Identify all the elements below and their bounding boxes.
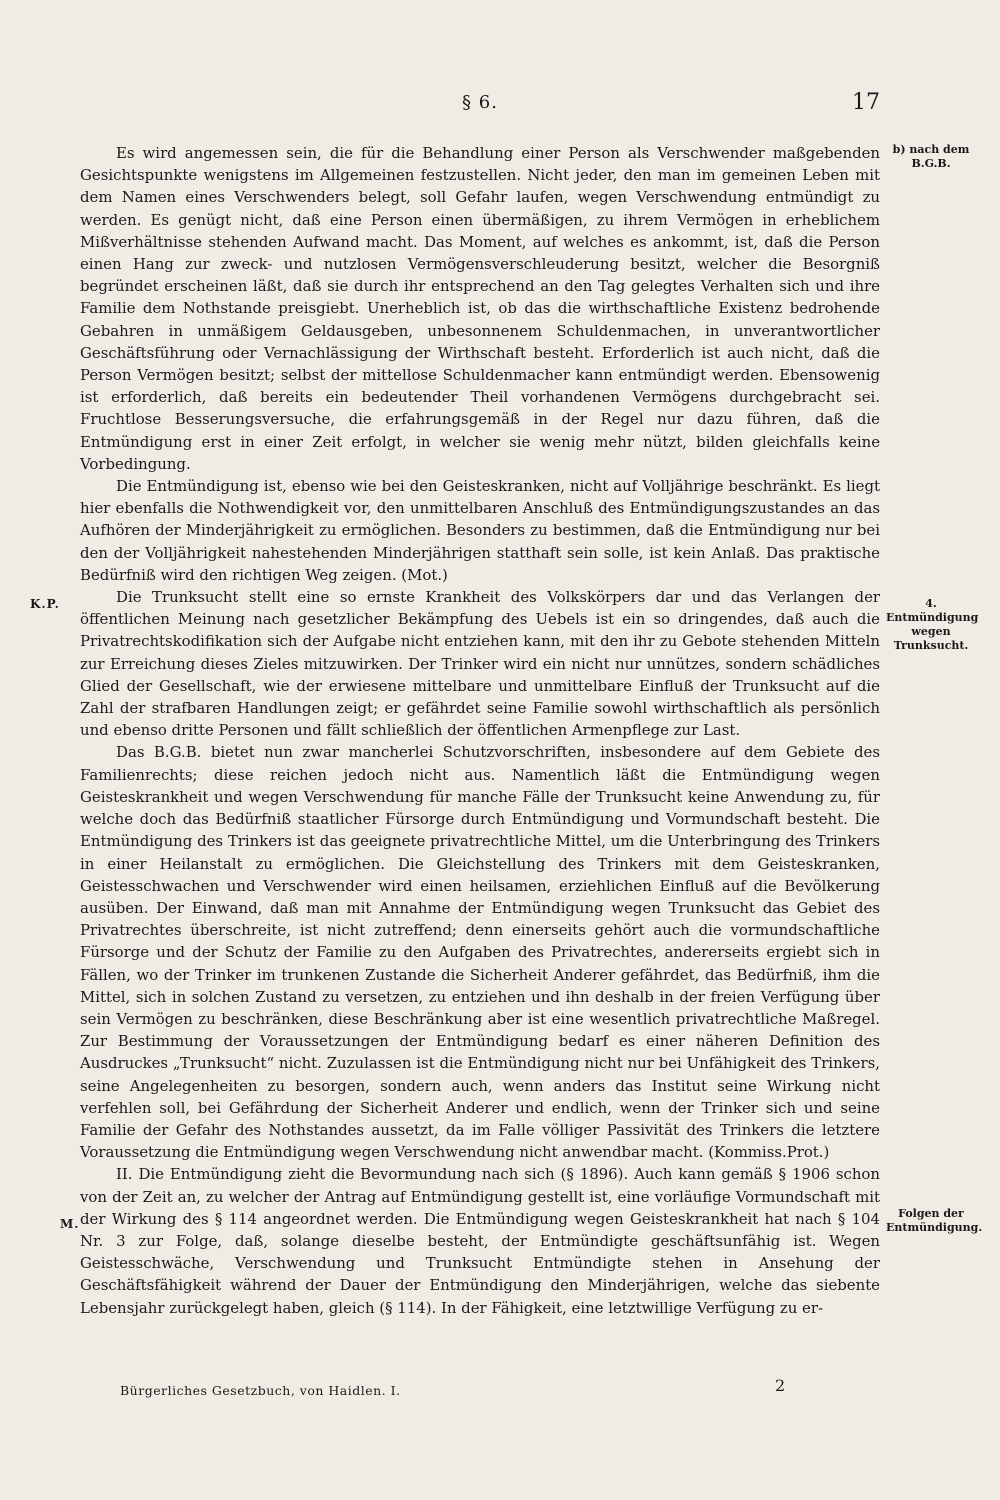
paragraph-folgen: II. Die Entmündigung zieht die Bevormundung nach sich (§ 1896). Auch kann gemäß § 1906 schon von der Zeit an, zu welcher der Antrag auf Entmündigung gestellt ist, eine vorläufige Vormundschaft mit der Wirkung des § 114 angeordnet werden. Die Entmündigung wegen Geisteskrankheit hat nach § 104 Nr. 3 zur Folge, daß, solange dieselbe besteht, der Entmündigte geschäftsunfähig ist. Wegen Geistesschwäche, Verschwendung und Trunksucht Entmündigte stehen in Ansehung der Geschäftsfähigkeit während der Dauer der Entmündigung den Minderjährigen, welche das siebente Lebensjahr zurückgelegt haben, gleich (§ 114). In der Fähigkeit, eine letztwillige Verfügung zu er- xyxy=(80,1165,880,1317)
page-header xyxy=(80,92,880,116)
paragraph-bgb-schutzvorschriften: Das B.G.B. bietet nun zwar mancherlei Schutzvorschriften, insbesondere auf dem Gebiete des Familienrechts; diese reichen jedoch nicht aus. Namentlich läßt die Entmündigung wegen Geisteskrankheit und wegen Verschwendung für manche Fälle der Trunksucht keine Anwendung zu, für welche doch das Bedürfniß staatlicher Fürsorge durch Entmündigung und Vormundschaft besteht. Die Entmündigung des Trinkers ist das geeignete privatrechtliche Mittel, um die Unterbringung des Trinkers in einer Heilanstalt zu ermöglichen. Die Gleichstellung des Trinkers mit dem Geisteskranken, Geistesschwachen und Verschwender wird einen heilsamen, erziehlichen Einfluß auf die Bevölkerung ausüben. Der Einwand, daß man mit Annahme der Entmündigung wegen Trunksucht das Gebiet des Privatrechtes überschreite, ist nicht zutreffend; denn einerseits gehört auch die vormundschaftliche Fürsorge und der Schutz der Familie zu den Aufgaben des Privatrechtes, andererseits ergiebt sich in Fällen, wo der Trinker im trunkenen Zustande die Sicherheit Anderer gefährdet, das Bedürfniß, ihm die Mittel, sich in solchen Zustand zu versetzen, zu entziehen und ihn deshalb in der freien Verfügung über sein Vermögen zu beschränken, diese Beschränkung aber ist eine wesentlich privatrechtliche Maßregel. Zur Bestimmung der Voraussetzungen der Entmündigung bedarf es einer näheren Definition des Ausdruckes „Trunksucht“ nicht. Zuzulassen ist die Entmündigung nicht nur bei Unfähigkeit des Trinkers, seine Angelegenheiten zu besorgen, sondern auch, wenn anders das Institut seine Wirkung nicht verfehlen soll, bei Gefährdung der Sicherheit Anderer und endlich, wenn der Trinker sich und seine Familie der Gefahr des Nothstandes aussetzt, da im Falle völliger Passivität des Trinkers die letztere Voraussetzung die Entmündigung wegen Verschwendung nicht anwendbar macht. (Kommiss.Prot.) xyxy=(80,743,880,1162)
margin-note-m: M. xyxy=(60,1217,80,1231)
footer-title: Bürgerliches Gesetzbuch, von Haidlen. I. xyxy=(120,1383,401,1398)
paragraph-trunksucht: Die Trunksucht stellt eine so ernste Krankheit des Volkskörpers dar und das Verlangen der öffentlichen Meinung nach gesetzlicher Bekämpfung des Uebels ist ein so dringendes, daß auch die Privatrechtskodifikation sich der Aufgabe nicht entziehen kann, mit den ihr zu Gebote stehenden Mitteln zur Erreichung dieses Zieles mitzuwirken. Der Trinker wird ein nicht nur unnützes, sondern schädliches Glied der Gesellschaft, wie der erwiesene mittelbare und unmittelbare Einfluß der Trunksucht auf die Zahl der strafbaren Handlungen zeigt; er gefährdet seine Familie sowohl wirthschaftlich als persönlich und ebenso dritte Personen und fällt schließlich der öffentlichen Armenpflege zur Last. xyxy=(80,588,880,740)
margin-note-folgen: Folgen der Entmündigung. xyxy=(886,1207,983,1234)
section-heading: § 6. xyxy=(462,92,498,113)
paragraph-minderjaehrige: Die Entmündigung ist, ebenso wie bei den Geisteskranken, nicht auf Volljährige beschränkt. Es liegt hier ebenfalls die Nothwendigkeit vor, den unmittelbaren Anschluß des Entmündigungszustandes an das Aufhören der Minderjährigkeit zu ermöglichen. Besonders zu bestimmen, daß die Entmündigung nur bei den der Volljährigkeit nahestehenden Minderjährigen statthaft sein solle, ist kein Anlaß. Das praktische Bedürfniß wird den richtigen Weg zeigen. (Mot.) xyxy=(80,477,880,584)
margin-note-kp: K.P. xyxy=(30,597,60,611)
margin-note-nach-bgb: b) nach dem B.G.B. xyxy=(892,143,970,170)
sheet-number: 2 xyxy=(775,1376,786,1395)
margin-note-entmuendigung-trunksucht: 4. Entmündigung wegen Trunksucht. xyxy=(886,597,979,652)
paragraph-verschwendung: Es wird angemessen sein, die für die Behandlung einer Person als Verschwender maßgebenden Gesichtspunkte wenigstens im Allgemeinen festzustellen. Nicht jeder, den man im gemeinen Leben mit dem Namen eines Verschwenders belegt, soll Gefahr laufen, wegen Verschwendung entmündigt zu werden. Es genügt nicht, daß eine Person einen übermäßigen, zu ihrem Vermögen in erheblichem Mißverhältnisse stehenden Aufwand macht. Das Moment, auf welches es ankommt, ist, daß die Person einen Hang zur zweck- und nutzlosen Vermögensverschleuderung besitzt, welcher die Besorgniß begründet erscheinen läßt, daß sie durch ihr entsprechend an den Tag gelegtes Verhalten sich und ihre Familie dem Nothstande preisgiebt. Unerheblich ist, ob das die wirthschaftliche Existenz bedrohende Gebahren in unmäßigem Geldausgeben, unbesonnenem Schuldenmachen, in unverantwortlicher Geschäftsführung oder Vernachlässigung der Wirthschaft besteht. Erforderlich ist auch nicht, daß die Person Vermögen besitzt; selbst der mittellose Schuldenmacher kann entmündigt werden. Ebensowenig ist erforderlich, daß bereits ein bedeutender Theil vorhandenen Vermögens durchgebracht sei. Fruchtlose Besserungsversuche, die erfahrungsgemäß in der Regel nur dazu führen, daß die Entmündigung erst in einer Zeit erfolgt, in welcher sie wenig mehr nützt, bilden gleichfalls keine Vorbedingung. xyxy=(80,144,880,473)
main-text xyxy=(80,142,880,1319)
page-number: 17 xyxy=(852,90,880,115)
